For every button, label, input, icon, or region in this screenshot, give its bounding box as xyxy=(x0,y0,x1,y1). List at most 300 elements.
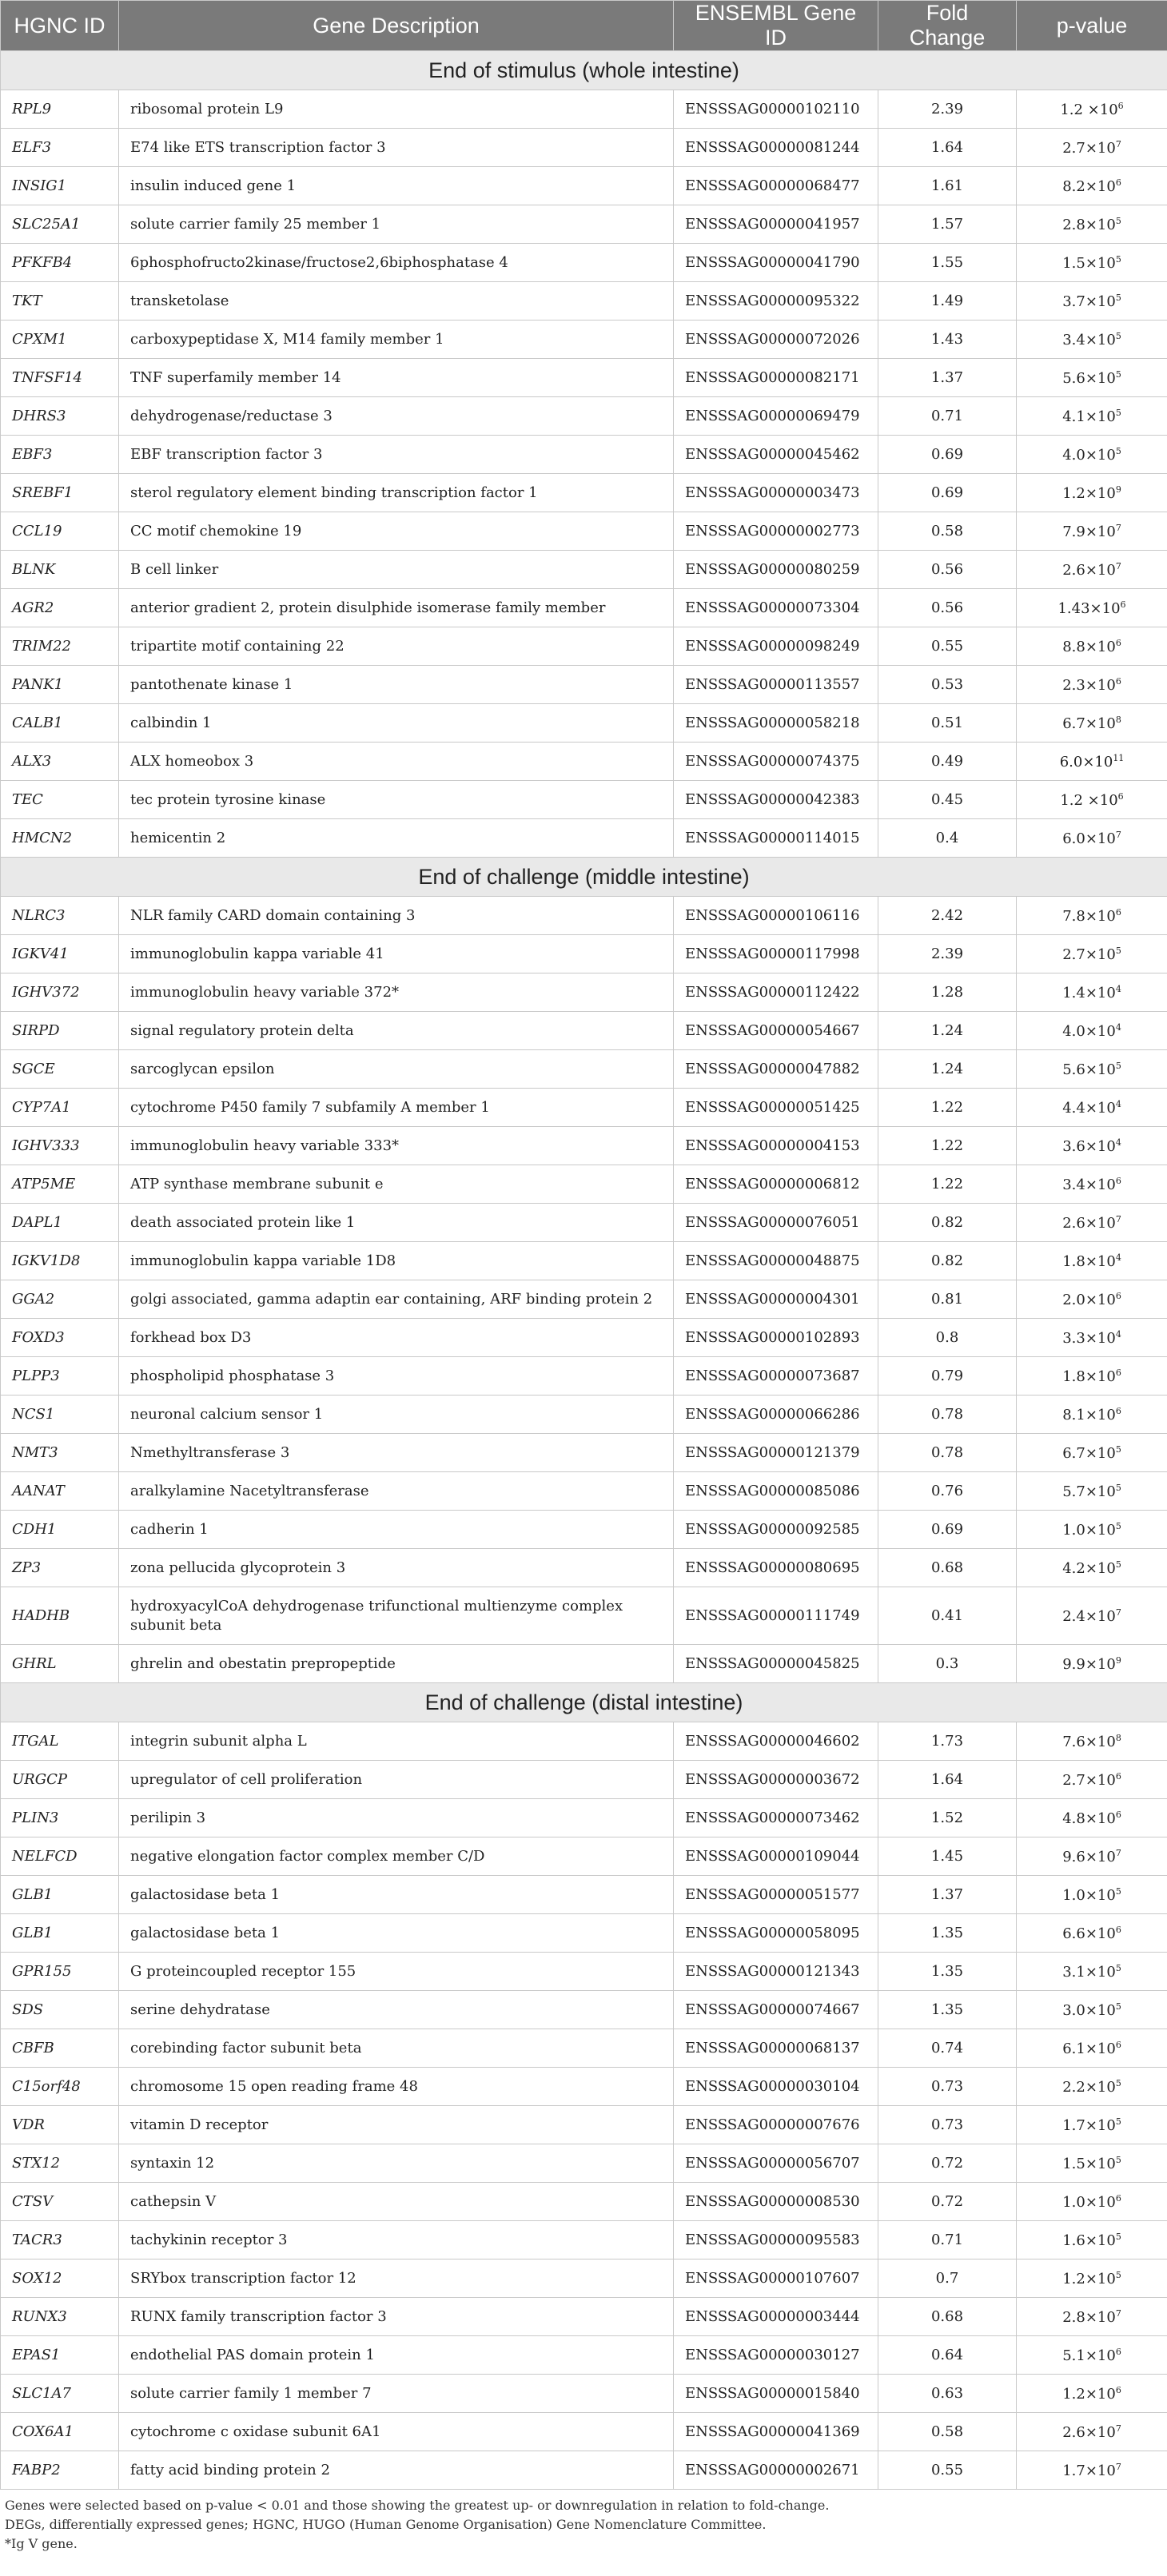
ensembl-id-cell: ENSSSAG00000114015 xyxy=(674,819,878,858)
gene-symbol-cell: TKT xyxy=(1,282,119,321)
gene-symbol-cell: GPR155 xyxy=(1,1953,119,1991)
ensembl-id-cell: ENSSSAG00000058095 xyxy=(674,1914,878,1953)
table-row xyxy=(1,167,1167,205)
gene-description-cell: G proteincoupled receptor 155 xyxy=(119,1953,674,1991)
table-row xyxy=(1,397,1167,436)
p-value-mantissa: 4.0×10 xyxy=(1062,1022,1116,1040)
p-value-mantissa: 1.5×10 xyxy=(1062,2155,1116,2172)
p-value-cell xyxy=(1017,1799,1167,1837)
gene-symbol-cell: CPXM1 xyxy=(1,321,119,359)
p-value-mantissa: 4.1×10 xyxy=(1062,408,1116,425)
p-value-exponent: 4 xyxy=(1115,983,1121,994)
p-value-cell xyxy=(1017,2259,1167,2298)
gene-description-cell: tripartite motif containing 22 xyxy=(119,627,674,666)
p-value-mantissa: 2.2×10 xyxy=(1062,2078,1116,2096)
gene-symbol-cell: GGA2 xyxy=(1,1280,119,1319)
gene-description-cell: immunoglobulin heavy variable 333* xyxy=(119,1127,674,1165)
table-row xyxy=(1,1395,1167,1434)
gene-symbol-cell: URGCP xyxy=(1,1761,119,1799)
table-row xyxy=(1,205,1167,244)
p-value-exponent: 5 xyxy=(1115,2154,1121,2165)
fold-change-cell: 0.51 xyxy=(878,704,1017,743)
p-value-exponent: 6 xyxy=(1115,2192,1121,2204)
p-value-cell xyxy=(1017,90,1167,129)
p-value-cell xyxy=(1017,2144,1167,2183)
gene-symbol-cell: PLPP3 xyxy=(1,1357,119,1395)
p-value-mantissa: 1.2×10 xyxy=(1062,2385,1116,2403)
gene-symbol-cell: DAPL1 xyxy=(1,1204,119,1242)
p-value-exponent: 6 xyxy=(1115,1367,1121,1378)
p-value-mantissa: 4.0×10 xyxy=(1062,446,1116,464)
gene-symbol-cell: GLB1 xyxy=(1,1914,119,1953)
ensembl-id-cell: ENSSSAG00000051577 xyxy=(674,1876,878,1914)
fold-change-cell: 0.3 xyxy=(878,1645,1017,1683)
p-value-cell xyxy=(1017,1204,1167,1242)
table-row xyxy=(1,551,1167,589)
fold-change-cell: 0.74 xyxy=(878,2029,1017,2068)
p-value-exponent: 6 xyxy=(1115,906,1121,918)
p-value-mantissa: 1.8×10 xyxy=(1062,1368,1116,1385)
section-header-row xyxy=(1,51,1167,90)
p-value-mantissa: 2.8×10 xyxy=(1062,2308,1116,2326)
p-value-cell xyxy=(1017,589,1167,627)
fold-change-cell: 1.24 xyxy=(878,1012,1017,1050)
table-row xyxy=(1,781,1167,819)
p-value-exponent: 5 xyxy=(1115,368,1121,380)
p-value-mantissa: 5.6×10 xyxy=(1062,369,1116,387)
gene-description-cell: vitamin D receptor xyxy=(119,2106,674,2144)
gene-symbol-cell: PLIN3 xyxy=(1,1799,119,1837)
p-value-mantissa: 1.5×10 xyxy=(1062,254,1116,272)
table-row xyxy=(1,1280,1167,1319)
table-row xyxy=(1,743,1167,781)
ensembl-id-cell: ENSSSAG00000074375 xyxy=(674,743,878,781)
p-value-mantissa: 1.0×10 xyxy=(1062,2193,1116,2211)
p-value-cell xyxy=(1017,781,1167,819)
gene-description-cell: pantothenate kinase 1 xyxy=(119,666,674,704)
fold-change-cell: 1.64 xyxy=(878,129,1017,167)
gene-description-cell: zona pellucida glycoprotein 3 xyxy=(119,1549,674,1587)
gene-description-cell: hemicentin 2 xyxy=(119,819,674,858)
p-value-cell xyxy=(1017,2298,1167,2336)
gene-symbol-cell: INSIG1 xyxy=(1,167,119,205)
ensembl-id-cell: ENSSSAG00000121343 xyxy=(674,1953,878,1991)
p-value-exponent: 7 xyxy=(1115,2461,1121,2472)
section-header-row xyxy=(1,858,1167,897)
gene-symbol-cell: SOX12 xyxy=(1,2259,119,2298)
fold-change-cell: 1.64 xyxy=(878,1761,1017,1799)
p-value-cell xyxy=(1017,2029,1167,2068)
p-value-mantissa: 3.6×10 xyxy=(1062,1137,1116,1155)
ensembl-id-cell: ENSSSAG00000069479 xyxy=(674,397,878,436)
p-value-exponent: 4 xyxy=(1115,1137,1121,1148)
gene-description-cell: syntaxin 12 xyxy=(119,2144,674,2183)
p-value-mantissa: 1.2×10 xyxy=(1062,2270,1116,2287)
p-value-mantissa: 6.7×10 xyxy=(1062,1444,1116,1462)
gene-description-cell: neuronal calcium sensor 1 xyxy=(119,1395,674,1434)
p-value-cell xyxy=(1017,1645,1167,1683)
p-value-cell xyxy=(1017,1472,1167,1511)
gene-description-cell: corebinding factor subunit beta xyxy=(119,2029,674,2068)
gene-description-cell: chromosome 15 open reading frame 48 xyxy=(119,2068,674,2106)
ensembl-id-cell: ENSSSAG00000102893 xyxy=(674,1319,878,1357)
ensembl-id-cell: ENSSSAG00000095583 xyxy=(674,2221,878,2259)
ensembl-id-cell: ENSSSAG00000073687 xyxy=(674,1357,878,1395)
gene-symbol-cell: TACR3 xyxy=(1,2221,119,2259)
p-value-exponent: 4 xyxy=(1115,1252,1121,1263)
fold-change-cell: 1.37 xyxy=(878,359,1017,397)
table-row xyxy=(1,2336,1167,2375)
fold-change-cell: 0.55 xyxy=(878,627,1017,666)
table-row xyxy=(1,1165,1167,1204)
p-value-cell xyxy=(1017,1357,1167,1395)
table-row xyxy=(1,704,1167,743)
ensembl-id-cell: ENSSSAG00000015840 xyxy=(674,2375,878,2413)
p-value-mantissa: 6.7×10 xyxy=(1062,715,1116,732)
p-value-mantissa: 2.3×10 xyxy=(1062,676,1116,694)
table-row xyxy=(1,2106,1167,2144)
p-value-exponent: 5 xyxy=(1115,2001,1121,2012)
p-value-mantissa: 8.1×10 xyxy=(1062,1406,1116,1423)
p-value-mantissa: 4.8×10 xyxy=(1062,1810,1116,1827)
gene-description-cell: ribosomal protein L9 xyxy=(119,90,674,129)
p-value-mantissa: 9.9×10 xyxy=(1062,1655,1116,1673)
gene-symbol-cell: ITGAL xyxy=(1,1722,119,1761)
p-value-exponent: 5 xyxy=(1115,1962,1121,1973)
p-value-mantissa: 2.7×10 xyxy=(1062,946,1116,963)
gene-symbol-cell: IGKV41 xyxy=(1,935,119,973)
gene-description-cell: upregulator of cell proliferation xyxy=(119,1761,674,1799)
p-value-cell xyxy=(1017,704,1167,743)
gene-symbol-cell: CTSV xyxy=(1,2183,119,2221)
gene-symbol-cell: EBF3 xyxy=(1,436,119,474)
fold-change-cell: 0.64 xyxy=(878,2336,1017,2375)
gene-symbol-cell: TRIM22 xyxy=(1,627,119,666)
p-value-exponent: 6 xyxy=(1115,1175,1121,1186)
p-value-exponent: 6 xyxy=(1120,599,1126,610)
gene-description-cell: carboxypeptidase X, M14 family member 1 xyxy=(119,321,674,359)
p-value-mantissa: 2.4×10 xyxy=(1062,1607,1116,1625)
p-value-exponent: 7 xyxy=(1115,829,1121,840)
gene-symbol-cell: SLC1A7 xyxy=(1,2375,119,2413)
gene-description-cell: death associated protein like 1 xyxy=(119,1204,674,1242)
gene-description-cell: aralkylamine Nacetyltransferase xyxy=(119,1472,674,1511)
p-value-mantissa: 2.7×10 xyxy=(1062,1771,1116,1789)
p-value-exponent: 4 xyxy=(1115,1098,1121,1109)
p-value-cell xyxy=(1017,627,1167,666)
ensembl-id-cell: ENSSSAG00000047882 xyxy=(674,1050,878,1089)
gene-symbol-cell: NLRC3 xyxy=(1,897,119,935)
fold-change-cell: 1.28 xyxy=(878,973,1017,1012)
p-value-cell xyxy=(1017,359,1167,397)
gene-symbol-cell: TEC xyxy=(1,781,119,819)
fold-change-cell: 1.24 xyxy=(878,1050,1017,1089)
fold-change-cell: 2.42 xyxy=(878,897,1017,935)
table-row xyxy=(1,2259,1167,2298)
ensembl-id-cell: ENSSSAG00000102110 xyxy=(674,90,878,129)
ensembl-id-cell: ENSSSAG00000068477 xyxy=(674,167,878,205)
table-row xyxy=(1,2451,1167,2490)
ensembl-id-cell: ENSSSAG00000058218 xyxy=(674,704,878,743)
footnote-ig-v-gene: *Ig V gene. xyxy=(5,2536,78,2551)
ensembl-id-cell: ENSSSAG00000002671 xyxy=(674,2451,878,2490)
p-value-exponent: 11 xyxy=(1113,752,1125,763)
fold-change-cell: 0.82 xyxy=(878,1204,1017,1242)
section-title: End of stimulus (whole intestine) xyxy=(1,51,1167,90)
p-value-cell xyxy=(1017,1837,1167,1876)
header-ensembl-gene-id: ENSEMBL Gene ID xyxy=(674,1,878,51)
ensembl-id-cell: ENSSSAG00000072026 xyxy=(674,321,878,359)
gene-symbol-cell: RPL9 xyxy=(1,90,119,129)
p-value-cell xyxy=(1017,436,1167,474)
ensembl-id-cell: ENSSSAG00000048875 xyxy=(674,1242,878,1280)
ensembl-id-cell: ENSSSAG00000002773 xyxy=(674,512,878,551)
gene-description-cell: signal regulatory protein delta xyxy=(119,1012,674,1050)
ensembl-id-cell: ENSSSAG00000066286 xyxy=(674,1395,878,1434)
table-row xyxy=(1,2298,1167,2336)
p-value-cell xyxy=(1017,512,1167,551)
gene-symbol-cell: EPAS1 xyxy=(1,2336,119,2375)
footnote-abbreviations: DEGs, differentially expressed genes; HGNC, HUGO (Human Genome Organisation) Gene Nomenclature Committee. xyxy=(5,2517,767,2532)
footnote-selection: Genes were selected based on p-value < 0.01 and those showing the greatest up- or downregulation in relation to fold-change. xyxy=(5,2498,830,2513)
ensembl-id-cell: ENSSSAG00000080695 xyxy=(674,1549,878,1587)
fold-change-cell: 1.52 xyxy=(878,1799,1017,1837)
gene-symbol-cell: IGHV333 xyxy=(1,1127,119,1165)
p-value-mantissa: 5.6×10 xyxy=(1062,1061,1116,1078)
gene-symbol-cell: ATP5ME xyxy=(1,1165,119,1204)
fold-change-cell: 0.68 xyxy=(878,1549,1017,1587)
p-value-exponent: 4 xyxy=(1115,1021,1121,1033)
gene-symbol-cell: NCS1 xyxy=(1,1395,119,1434)
gene-symbol-cell: SGCE xyxy=(1,1050,119,1089)
p-value-mantissa: 7.8×10 xyxy=(1062,907,1116,925)
p-value-mantissa: 1.2×10 xyxy=(1062,484,1116,502)
table-row xyxy=(1,1012,1167,1050)
fold-change-cell: 0.78 xyxy=(878,1395,1017,1434)
gene-symbol-cell: SDS xyxy=(1,1991,119,2029)
table-row xyxy=(1,1319,1167,1357)
gene-symbol-cell: CALB1 xyxy=(1,704,119,743)
gene-description-cell: negative elongation factor complex member C/D xyxy=(119,1837,674,1876)
gene-symbol-cell: CCL19 xyxy=(1,512,119,551)
p-value-cell xyxy=(1017,321,1167,359)
ensembl-id-cell: ENSSSAG00000003473 xyxy=(674,474,878,512)
gene-description-cell: solute carrier family 25 member 1 xyxy=(119,205,674,244)
fold-change-cell: 0.58 xyxy=(878,512,1017,551)
p-value-cell xyxy=(1017,1549,1167,1587)
table-row xyxy=(1,1089,1167,1127)
gene-symbol-cell: C15orf48 xyxy=(1,2068,119,2106)
fold-change-cell: 0.58 xyxy=(878,2413,1017,2451)
gene-description-cell: cathepsin V xyxy=(119,2183,674,2221)
gene-description-cell: hydroxyacylCoA dehydrogenase trifunctional multienzyme complex subunit beta xyxy=(119,1587,674,1645)
table-row xyxy=(1,129,1167,167)
ensembl-id-cell: ENSSSAG00000095322 xyxy=(674,282,878,321)
gene-description-cell: galactosidase beta 1 xyxy=(119,1876,674,1914)
ensembl-id-cell: ENSSSAG00000068137 xyxy=(674,2029,878,2068)
p-value-exponent: 7 xyxy=(1115,2307,1121,2319)
table-row xyxy=(1,1876,1167,1914)
ensembl-id-cell: ENSSSAG00000082171 xyxy=(674,359,878,397)
table-row xyxy=(1,2375,1167,2413)
ensembl-id-cell: ENSSSAG00000117998 xyxy=(674,935,878,973)
p-value-cell xyxy=(1017,1991,1167,2029)
gene-symbol-cell: FABP2 xyxy=(1,2451,119,2490)
p-value-cell xyxy=(1017,1165,1167,1204)
ensembl-id-cell: ENSSSAG00000042383 xyxy=(674,781,878,819)
table-row xyxy=(1,2068,1167,2106)
section-header-row xyxy=(1,1683,1167,1722)
gene-symbol-cell: ELF3 xyxy=(1,129,119,167)
table-row xyxy=(1,1434,1167,1472)
p-value-exponent: 7 xyxy=(1115,560,1121,571)
p-value-cell xyxy=(1017,1761,1167,1799)
p-value-mantissa: 4.2×10 xyxy=(1062,1559,1116,1577)
gene-description-cell: ALX homeobox 3 xyxy=(119,743,674,781)
ensembl-id-cell: ENSSSAG00000121379 xyxy=(674,1434,878,1472)
table-row xyxy=(1,1799,1167,1837)
p-value-cell xyxy=(1017,1012,1167,1050)
gene-description-cell: tachykinin receptor 3 xyxy=(119,2221,674,2259)
gene-symbol-cell: FOXD3 xyxy=(1,1319,119,1357)
p-value-exponent: 6 xyxy=(1115,1405,1121,1416)
gene-symbol-cell: ALX3 xyxy=(1,743,119,781)
ensembl-id-cell: ENSSSAG00000109044 xyxy=(674,1837,878,1876)
fold-change-cell: 0.72 xyxy=(878,2144,1017,2183)
fold-change-cell: 0.69 xyxy=(878,474,1017,512)
p-value-exponent: 5 xyxy=(1115,1520,1121,1531)
p-value-exponent: 5 xyxy=(1115,1443,1121,1455)
table-row xyxy=(1,244,1167,282)
gene-symbol-cell: CYP7A1 xyxy=(1,1089,119,1127)
header-p-value: p-value xyxy=(1017,1,1167,51)
header-hgnc-id: HGNC ID xyxy=(1,1,119,51)
ensembl-id-cell: ENSSSAG00000080259 xyxy=(674,551,878,589)
header-gene-description: Gene Description xyxy=(119,1,674,51)
p-value-mantissa: 2.6×10 xyxy=(1062,1214,1116,1232)
p-value-exponent: 8 xyxy=(1115,1732,1121,1743)
p-value-cell xyxy=(1017,1127,1167,1165)
p-value-exponent: 7 xyxy=(1115,1847,1121,1858)
p-value-cell xyxy=(1017,1089,1167,1127)
p-value-exponent: 6 xyxy=(1115,1924,1121,1935)
fold-change-cell: 1.35 xyxy=(878,1914,1017,1953)
gene-symbol-cell: STX12 xyxy=(1,2144,119,2183)
gene-symbol-cell: HADHB xyxy=(1,1587,119,1645)
p-value-cell xyxy=(1017,205,1167,244)
table-row xyxy=(1,1127,1167,1165)
fold-change-cell: 0.55 xyxy=(878,2451,1017,2490)
fold-change-cell: 2.39 xyxy=(878,90,1017,129)
table-row xyxy=(1,2144,1167,2183)
p-value-exponent: 5 xyxy=(1115,292,1121,303)
gene-symbol-cell: NELFCD xyxy=(1,1837,119,1876)
ensembl-id-cell: ENSSSAG00000041790 xyxy=(674,244,878,282)
gene-symbol-cell: PANK1 xyxy=(1,666,119,704)
gene-description-cell: cadherin 1 xyxy=(119,1511,674,1549)
fold-change-cell: 0.69 xyxy=(878,1511,1017,1549)
fold-change-cell: 1.61 xyxy=(878,167,1017,205)
p-value-cell xyxy=(1017,2221,1167,2259)
gene-symbol-cell: SREBF1 xyxy=(1,474,119,512)
p-value-mantissa: 3.4×10 xyxy=(1062,1176,1116,1193)
gene-symbol-cell: IGKV1D8 xyxy=(1,1242,119,1280)
p-value-mantissa: 3.0×10 xyxy=(1062,2001,1116,2019)
p-value-exponent: 6 xyxy=(1115,177,1121,188)
table-row xyxy=(1,436,1167,474)
p-value-cell xyxy=(1017,2375,1167,2413)
gene-description-cell: Nmethyltransferase 3 xyxy=(119,1434,674,1472)
table-row xyxy=(1,1991,1167,2029)
table-row xyxy=(1,666,1167,704)
p-value-cell xyxy=(1017,1722,1167,1761)
ensembl-id-cell: ENSSSAG00000046602 xyxy=(674,1722,878,1761)
gene-symbol-cell: TNFSF14 xyxy=(1,359,119,397)
ensembl-id-cell: ENSSSAG00000006812 xyxy=(674,1165,878,1204)
p-value-cell xyxy=(1017,1511,1167,1549)
p-value-cell xyxy=(1017,167,1167,205)
ensembl-id-cell: ENSSSAG00000054667 xyxy=(674,1012,878,1050)
p-value-mantissa: 1.2 ×10 xyxy=(1060,101,1118,118)
p-value-cell xyxy=(1017,129,1167,167)
p-value-mantissa: 7.9×10 xyxy=(1062,523,1116,540)
gene-description-cell: ATP synthase membrane subunit e xyxy=(119,1165,674,1204)
p-value-exponent: 5 xyxy=(1115,2116,1121,2127)
gene-description-cell: solute carrier family 1 member 7 xyxy=(119,2375,674,2413)
table-row xyxy=(1,321,1167,359)
gene-description-cell: transketolase xyxy=(119,282,674,321)
table-row xyxy=(1,1645,1167,1683)
table-row xyxy=(1,1050,1167,1089)
p-value-mantissa: 1.6×10 xyxy=(1062,2232,1116,2249)
fold-change-cell: 0.71 xyxy=(878,2221,1017,2259)
p-value-mantissa: 2.0×10 xyxy=(1062,1291,1116,1308)
p-value-exponent: 9 xyxy=(1115,484,1121,495)
table-row xyxy=(1,897,1167,935)
p-value-mantissa: 1.7×10 xyxy=(1062,2116,1116,2134)
table-row xyxy=(1,2413,1167,2451)
p-value-exponent: 6 xyxy=(1115,1809,1121,1820)
fold-change-cell: 1.49 xyxy=(878,282,1017,321)
p-value-cell xyxy=(1017,551,1167,589)
p-value-mantissa: 8.2×10 xyxy=(1062,177,1116,195)
table-row xyxy=(1,1242,1167,1280)
table-row xyxy=(1,627,1167,666)
p-value-mantissa: 1.8×10 xyxy=(1062,1252,1116,1270)
table-row xyxy=(1,1953,1167,1991)
gene-symbol-cell: AGR2 xyxy=(1,589,119,627)
p-value-cell xyxy=(1017,1434,1167,1472)
gene-symbol-cell: IGHV372 xyxy=(1,973,119,1012)
p-value-cell xyxy=(1017,666,1167,704)
footnotes xyxy=(0,2490,1167,2554)
p-value-exponent: 7 xyxy=(1115,1213,1121,1224)
ensembl-id-cell: ENSSSAG00000041369 xyxy=(674,2413,878,2451)
table-row xyxy=(1,512,1167,551)
p-value-mantissa: 1.4×10 xyxy=(1062,984,1116,1001)
p-value-exponent: 6 xyxy=(1115,2384,1121,2395)
gene-description-cell: immunoglobulin heavy variable 372* xyxy=(119,973,674,1012)
table-row xyxy=(1,819,1167,858)
p-value-mantissa: 6.1×10 xyxy=(1062,2040,1116,2057)
fold-change-cell: 0.82 xyxy=(878,1242,1017,1280)
table-row xyxy=(1,1914,1167,1953)
p-value-exponent: 6 xyxy=(1115,1290,1121,1301)
gene-symbol-cell: GHRL xyxy=(1,1645,119,1683)
table-row xyxy=(1,2183,1167,2221)
p-value-exponent: 5 xyxy=(1115,2269,1121,2280)
fold-change-cell: 1.35 xyxy=(878,1991,1017,2029)
